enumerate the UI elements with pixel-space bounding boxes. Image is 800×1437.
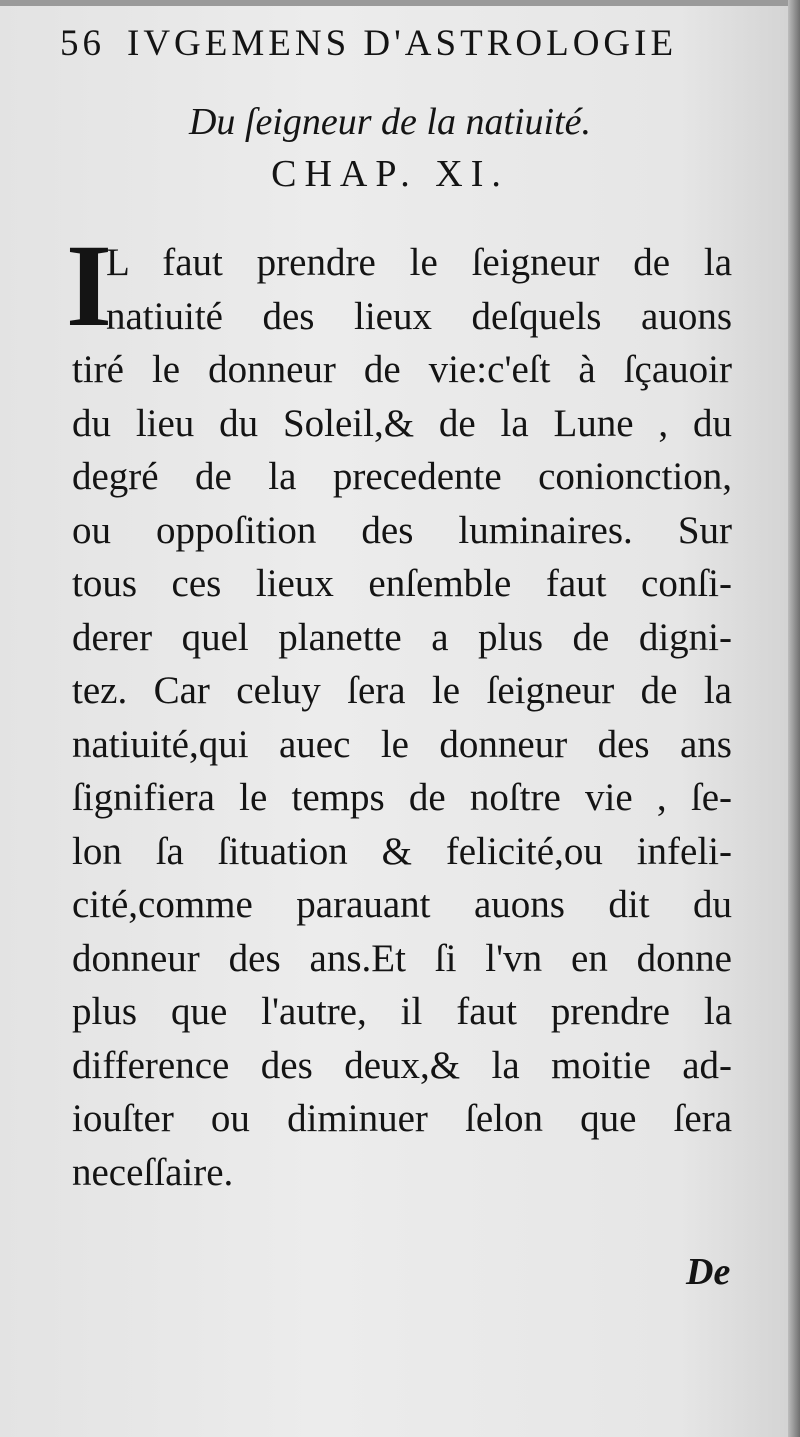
text-line: L faut prendre le ſeigneur de la bbox=[106, 241, 732, 284]
text-line: natiuité des lieux deſquels auons bbox=[106, 294, 732, 338]
text-line: iouſter ou diminuer ſelon que ſera bbox=[72, 1097, 732, 1140]
chapter-title: Du ſeigneur de la natiuité. bbox=[188, 101, 592, 143]
chapter-number: CHAP. XI. bbox=[271, 153, 509, 195]
text-line: neceſſaire. bbox=[72, 1150, 234, 1194]
text-line: tez. Car celuy ſera le ſeigneur de la bbox=[72, 669, 732, 712]
text-line: tous ces lieux enſemble faut conſi- bbox=[72, 562, 732, 605]
text-line: tiré le donneur de vie:c'eſt à ſçauoir bbox=[72, 348, 732, 391]
catchword: De bbox=[686, 1251, 731, 1293]
text-line: derer quel planette a plus de digni- bbox=[72, 615, 732, 659]
text-line: donneur des ans.Et ſi l'vn en donne bbox=[72, 936, 732, 980]
text-line: ſignifiera le temps de noſtre vie , ſe- bbox=[72, 776, 732, 819]
text-line: difference des deux,& la moitie ad- bbox=[72, 1043, 732, 1087]
running-head bbox=[60, 22, 720, 72]
drop-cap: I bbox=[66, 220, 112, 351]
text-line: plus que l'autre, il faut prendre la bbox=[72, 990, 732, 1033]
page-number: 56 bbox=[60, 23, 105, 64]
text-line: du lieu du Soleil,& de la Lune , du bbox=[72, 401, 732, 445]
page-top-edge bbox=[0, 0, 800, 6]
text-line: natiuité,qui auec le donneur des ans bbox=[72, 722, 732, 766]
text-line: ou oppoſition des luminaires. Sur bbox=[72, 508, 732, 552]
page-binding-edge bbox=[788, 0, 800, 1437]
text-line: degré de la precedente conionction, bbox=[72, 455, 732, 498]
running-head-title: IVGEMENS D'ASTROLOGIE bbox=[127, 23, 678, 64]
text-line: lon ſa ſituation & felicité,ou infeli- bbox=[72, 829, 732, 873]
chapter-body bbox=[72, 236, 732, 1199]
text-line: cité,comme parauant auons dit du bbox=[72, 883, 732, 926]
